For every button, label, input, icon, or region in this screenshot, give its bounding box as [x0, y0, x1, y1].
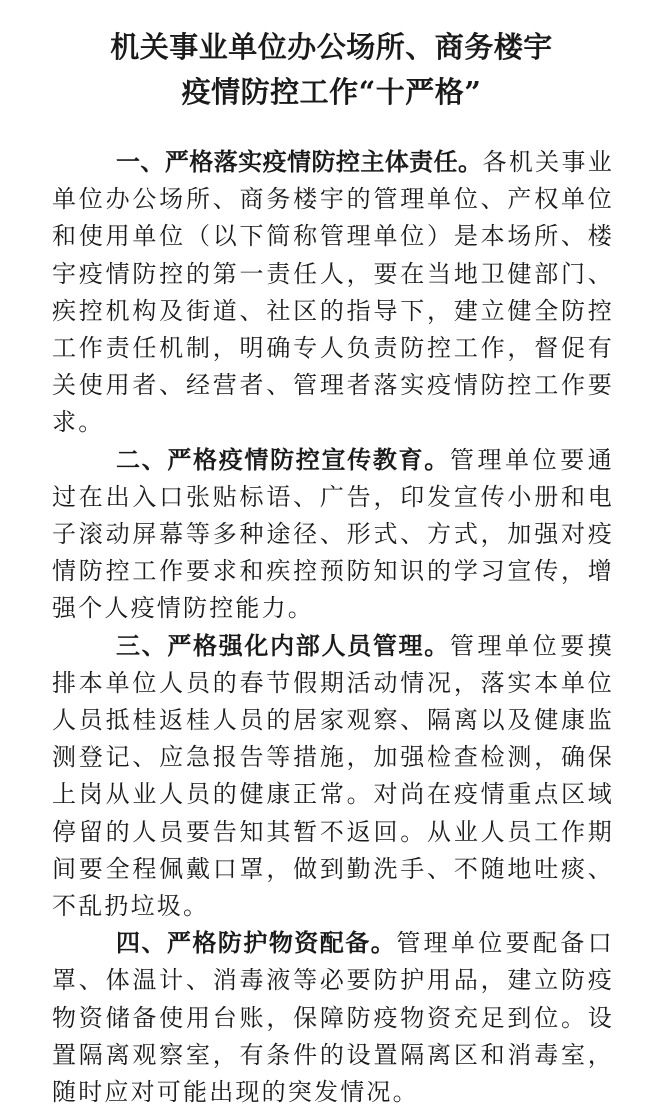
paragraph-text: 各机关事业单位办公场所、商务楼宇的管理单位、产权单位和使用单位（以下简称管理单位）是本场所、楼宇疫情防控的第一责任人，要在当地卫健部门、疾控机构及街道、社区的指导下，建立健全防控工作责任机制，明确专人负责防控工作，督促有关使用者、经营者、管理者落实疫情防控工作要求。: [52, 148, 615, 437]
paragraph-text: 管理单位要配备口罩、体温计、消毒液等必要防护用品，建立防疫物资储备使用台账，保障防疫物资充足到位。设置隔离观察室，有条件的设置隔离区和消毒室，随时应对可能出现的突发情况。: [52, 929, 614, 1107]
document-title-line-1: 机关事业单位办公场所、商务楼宇: [110, 30, 553, 64]
paragraph-2: [52, 442, 614, 628]
paragraph-4: [52, 925, 614, 1111]
paragraph-1: [52, 144, 614, 442]
paragraph-heading: 二、严格疫情防控宣传教育。: [116, 445, 450, 474]
paragraph-text: 管理单位要摸排本单位人员的春节假期活动情况，落实本单位人员抵桂返桂人员的居家观察、隔离以及健康监测登记、应急报告等措施，加强检查检测，确保上岗从业人员的健康正常。对尚在疫情重点区域停留的人员要告知其暂不返回。从业人员工作期间要全程佩戴口罩，做到勤洗手、不随地吐痰、不乱扔垃圾。: [52, 631, 615, 921]
document-body: [52, 144, 614, 1111]
paragraph-3: [52, 628, 614, 926]
paragraph-heading: 一、严格落实疫情防控主体责任。: [116, 148, 483, 176]
paragraph-text: 管理单位要通过在出入口张贴标语、广告，印发宣传小册和电子滚动屏幕等多种途径、形式、方式，加强对疫情防控工作要求和疾控预防知识的学习宣传，增强个人疫情防控能力。: [52, 445, 615, 623]
paragraph-heading: 三、严格强化内部人员管理。: [116, 631, 450, 660]
document-title-line-2: 疫情防控工作“十严格”: [181, 75, 482, 109]
paragraph-heading: 四、严格防护物资配备。: [116, 929, 397, 958]
